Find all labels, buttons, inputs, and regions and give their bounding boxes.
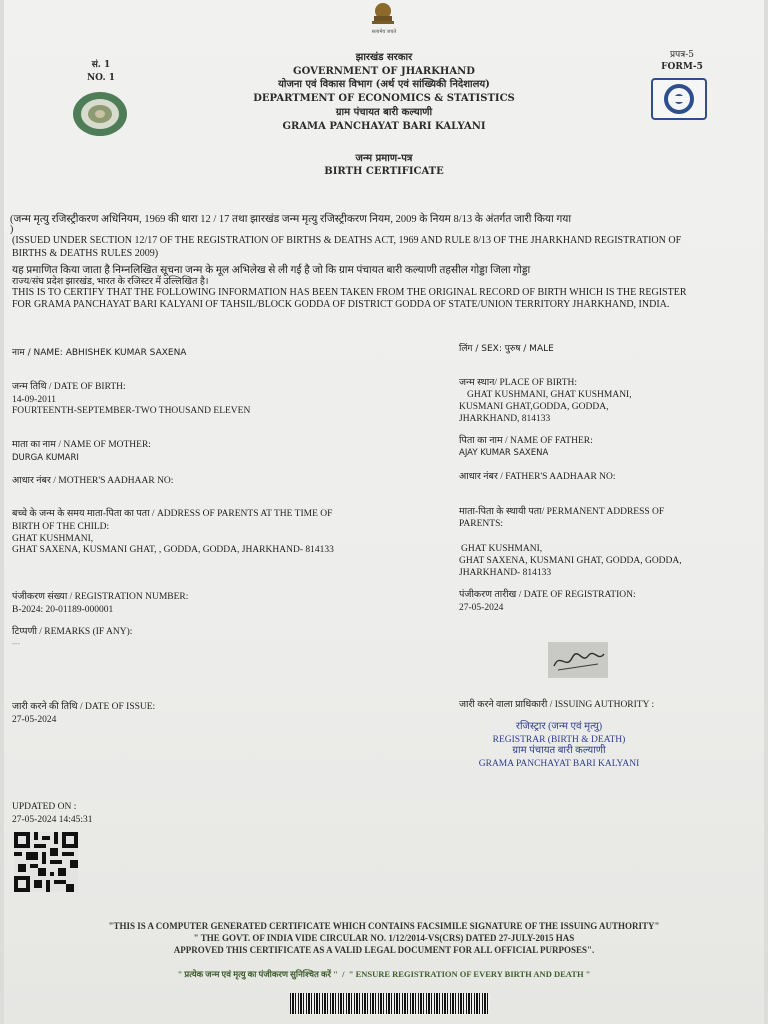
number-english: NO. 1 bbox=[86, 73, 116, 83]
preamble-hindi-line2: ) bbox=[10, 224, 14, 235]
form-english: FORM-5 bbox=[661, 62, 703, 72]
issue-date-label: जारी करने की तिथि / DATE OF ISSUE: bbox=[12, 702, 156, 712]
updated-on-label: UPDATED ON : bbox=[12, 802, 77, 812]
birth-certificate-page bbox=[4, 0, 764, 1024]
slogan-english: " ENSURE REGISTRATION OF EVERY BIRTH AND DEATH " bbox=[348, 969, 591, 979]
place-of-birth-line2: KUSMANI GHAT,GODDA, GODDA, bbox=[459, 402, 609, 412]
crs-logo-icon bbox=[651, 78, 707, 120]
footer-slogan: " प्रत्येक जन्म एवं मृत्यु का पंजीकरण सुनिश्चित करें " / " ENSURE REGISTRATION OF EVERY BIRTH AND DEATH " bbox=[177, 969, 591, 979]
permanent-address-line3: JHARKHAND- 814133 bbox=[459, 568, 552, 578]
name-field bbox=[12, 348, 186, 359]
title-hindi: जन्म प्रमाण-पत्र bbox=[355, 153, 413, 164]
dob-label: जन्म तिथि / DATE OF BIRTH: bbox=[12, 382, 126, 392]
department-english: DEPARTMENT OF ECONOMICS & STATISTICS bbox=[253, 93, 515, 104]
barcode-image bbox=[290, 993, 490, 1014]
qr-code-icon[interactable] bbox=[14, 832, 78, 892]
preamble-hindi-line1: (जन्म मृत्यु रजिस्ट्रीकरण अधिनियम, 1969 की धारा 12 / 17 तथा झारखंड जन्म मृत्यु रजिस्ट्रीकरण नियम, 2009 के नियम 8/13 के अंतर्गत जारी किया गया bbox=[10, 214, 572, 225]
form-hindi: प्रपत्र-5 bbox=[670, 50, 694, 60]
name-label: नाम / NAME: bbox=[12, 348, 63, 358]
mother-name: DURGA KUMARI bbox=[12, 453, 79, 463]
department-hindi: योजना एवं विकास विभाग (अर्थ एवं सांख्यिकी निदेशालय) bbox=[278, 79, 490, 90]
government-hindi: झारखंड सरकार bbox=[355, 52, 413, 63]
preamble-english-line1: (ISSUED UNDER SECTION 12/17 OF THE REGISTRATION OF BIRTHS & DEATHS ACT, 1969 AND RULE 8/13 OF THE JHARKHAND REGISTRATION OF bbox=[12, 235, 682, 246]
address-at-birth-label-line1: बच्चे के जन्म के समय माता-पिता का पता / ADDRESS OF PARENTS AT THE TIME OF bbox=[12, 509, 333, 519]
panchayat-hindi: ग्राम पंचायत बारी कल्याणी bbox=[335, 107, 433, 118]
certify-english-line2: FOR GRAMA PANCHAYAT BARI KALYANI OF TAHSIL/BLOCK GODDA OF DISTRICT GODDA OF STATE/UNION TERRITORY JHARKHAND, INDIA. bbox=[12, 299, 670, 310]
registrar-hindi: रजिस्ट्रार (जन्म एवं मृत्यु) bbox=[515, 721, 603, 732]
signature-image bbox=[548, 642, 608, 678]
permanent-address-line1: GHAT KUSHMANI, bbox=[461, 544, 543, 554]
registration-number-label: पंजीकरण संख्या / REGISTRATION NUMBER: bbox=[12, 592, 189, 602]
preamble-english-line2: BIRTHS & DEATHS RULES 2009) bbox=[12, 248, 159, 259]
mother-name-label: माता का नाम / NAME OF MOTHER: bbox=[12, 440, 151, 450]
certify-hindi-line2: राज्य/संघ प्रदेश झारखंड, भारत के रजिस्टर में उल्लिखित है। bbox=[12, 277, 209, 287]
slogan-hindi: " प्रत्येक जन्म एवं मृत्यु का पंजीकरण सुनिश्चित करें " bbox=[177, 969, 338, 979]
dob-value: 14-09-2011 bbox=[12, 395, 56, 405]
sex-value: पुरुष / MALE bbox=[504, 344, 554, 354]
emblem-motto: सत्यमेव जयते bbox=[371, 29, 397, 35]
permanent-address-line2: GHAT SAXENA, KUSMANI GHAT, GODDA, GODDA, bbox=[459, 556, 682, 566]
issuing-authority-label: जारी करने वाला प्राधिकारी / ISSUING AUTHORITY : bbox=[459, 700, 655, 710]
remarks-value: --- bbox=[12, 639, 20, 648]
ashoka-emblem-icon bbox=[366, 2, 400, 30]
government-english: GOVERNMENT OF JHARKHAND bbox=[293, 66, 475, 77]
panchayat-english: GRAMA PANCHAYAT BARI KALYANI bbox=[282, 121, 486, 132]
permanent-address-label-line2: PARENTS: bbox=[459, 519, 503, 529]
address-at-birth-label-line2: BIRTH OF THE CHILD: bbox=[12, 522, 110, 532]
remarks-label: टिप्पणी / REMARKS (IF ANY): bbox=[12, 627, 133, 637]
updated-on-value: 27-05-2024 14:45:31 bbox=[12, 815, 93, 825]
footer-computer-generated-note: "THIS IS A COMPUTER GENERATED CERTIFICATE WHICH CONTAINS FACSIMILE SIGNATURE OF THE ISSUING AUTHORITY" bbox=[108, 921, 660, 931]
address-at-birth-line2: GHAT SAXENA, KUSMANI GHAT, , GODDA, GODDA, JHARKHAND- 814133 bbox=[12, 545, 334, 555]
sex-field bbox=[459, 344, 554, 355]
certify-hindi-line1: यह प्रमाणित किया जाता है निम्नलिखित सूचना जन्म के मूल अभिलेख से ली गई है जो कि ग्राम पंचायत बारी कल्याणी तहसील गोड्डा जिला गोड्डा bbox=[12, 265, 531, 276]
footer-circular-line2: APPROVED THIS CERTIFICATE AS A VALID LEGAL DOCUMENT FOR ALL OFFICIAL PURPOSES". bbox=[173, 945, 595, 955]
registration-date-label: पंजीकरण तारीख / DATE OF REGISTRATION: bbox=[459, 590, 636, 600]
place-of-birth-label: जन्म स्थान/ PLACE OF BIRTH: bbox=[459, 378, 577, 388]
authority-panchayat-hindi: ग्राम पंचायत बारी कल्याणी bbox=[512, 745, 606, 756]
father-aadhaar-label: आधार नंबर / FATHER'S AADHAAR NO: bbox=[459, 472, 616, 482]
address-at-birth-line1: GHAT KUSHMANI, bbox=[12, 534, 94, 544]
registrar-english: REGISTRAR (BIRTH & DEATH) bbox=[492, 735, 626, 745]
authority-panchayat-english: GRAMA PANCHAYAT BARI KALYANI bbox=[478, 759, 640, 769]
certificate-title: BIRTH CERTIFICATE bbox=[324, 166, 444, 177]
father-name-label: पिता का नाम / NAME OF FATHER: bbox=[459, 436, 593, 446]
place-of-birth-line1: GHAT KUSHMANI, GHAT KUSHMANI, bbox=[467, 390, 632, 400]
footer-circular-line1: " THE GOVT. OF INDIA VIDE CIRCULAR NO. 1/12/2014-VS(CRS) DATED 27-JULY-2015 HAS bbox=[193, 933, 575, 943]
dob-in-words: FOURTEENTH-SEPTEMBER-TWO THOUSAND ELEVEN bbox=[12, 406, 251, 416]
certify-english-line1: THIS IS TO CERTIFY THAT THE FOLLOWING INFORMATION HAS BEEN TAKEN FROM THE ORIGINAL RECORD OF BIRTH WHICH IS THE REGISTER bbox=[12, 287, 687, 298]
registration-date: 27-05-2024 bbox=[459, 603, 504, 613]
jharkhand-seal-icon bbox=[72, 91, 128, 137]
number-hindi: सं. 1 bbox=[91, 60, 111, 70]
child-name: ABHISHEK KUMAR SAXENA bbox=[65, 348, 187, 358]
sex-label: लिंग / SEX: bbox=[459, 344, 502, 354]
registration-number: B-2024: 20-01189-000001 bbox=[12, 605, 114, 615]
mother-aadhaar-label: आधार नंबर / MOTHER'S AADHAAR NO: bbox=[12, 476, 174, 486]
place-of-birth-line3: JHARKHAND, 814133 bbox=[459, 414, 551, 424]
issue-date: 27-05-2024 bbox=[12, 715, 57, 725]
father-name: AJAY KUMAR SAXENA bbox=[459, 448, 549, 458]
permanent-address-label-line1: माता-पिता के स्थायी पता/ PERMANENT ADDRESS OF bbox=[459, 507, 665, 517]
